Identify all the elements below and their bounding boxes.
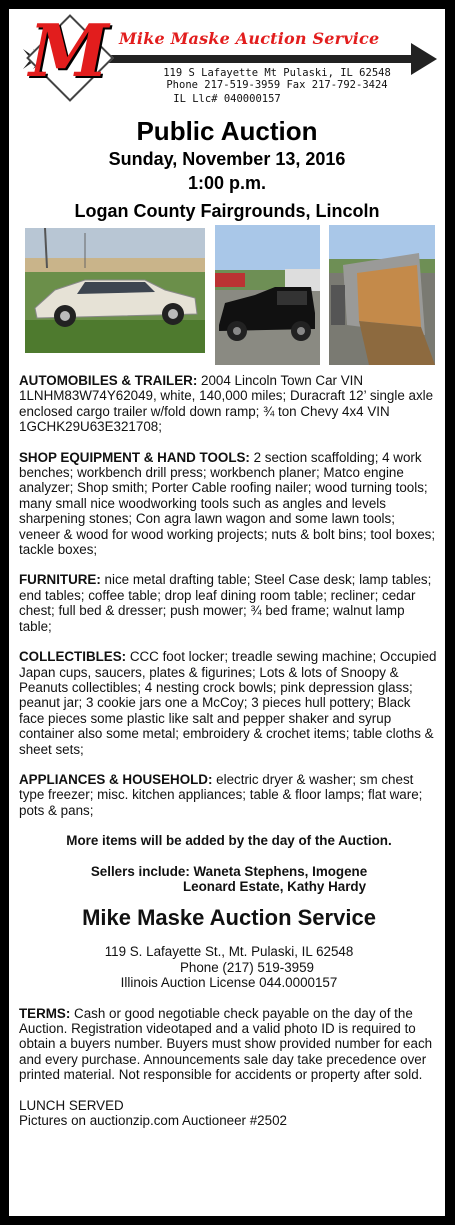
section-heading: FURNITURE: — [19, 572, 101, 588]
section-heading: SHOP EQUIPMENT & HAND TOOLS: — [19, 449, 250, 465]
photo-pickup-truck — [215, 225, 320, 365]
pictures-note: Pictures on auctionzip.com Auctioneer #2502 — [19, 1113, 287, 1129]
section-automobiles — [19, 373, 439, 435]
company-address-block — [19, 944, 439, 990]
section-heading: APPLIANCES & HOUSEHOLD: — [19, 771, 213, 787]
company-footer-title: Mike Maske Auction Service — [82, 905, 376, 931]
sellers-line-1: Sellers include: Waneta Stephens, Imogene — [90, 863, 368, 879]
section-text: 2 section scaffolding; 4 work benches; workbench drill press; workbench planer; Matco engine analyzer; Shop smith; Porter Cable roofing nailer; wood turning tools; many small nice woodworking tools such as angles and levels sharpening stones; Con agra lawn wagon and some lawn tools; veneer & wood for wood working projects; nuts & bolt bins; tool boxes; tackle boxes; — [19, 449, 436, 558]
header-phone: Phone 217-519-3959 Fax 217-792-3424 — [166, 79, 388, 91]
section-text: nice metal drafting table; Steel Case desk; lamp tables; end tables; coffee table; drop leaf dining room table; recliner; cedar chest; full bed & dresser; push mower; ¾ bed frame; walnut lamp table; — [19, 572, 432, 634]
company-name-script: Mike Maske Auction Service — [119, 29, 380, 48]
lunch-note: LUNCH SERVED — [19, 1097, 124, 1113]
photo-sedan — [25, 228, 205, 353]
header-address: 119 S Lafayette Mt Pulaski, IL 62548 — [163, 67, 391, 79]
terms-heading: TERMS: — [19, 1005, 71, 1021]
photo-cargo-trailer — [329, 225, 435, 365]
page-title: Public Auction — [136, 116, 318, 146]
auction-date: Sunday, November 13, 2016 — [108, 149, 346, 169]
auction-time: 1:00 p.m. — [187, 173, 267, 193]
terms-text: Cash or good negotiable check payable on the day of the Auction. Registration videotaped and a valid photo ID is required to obtain a buyers number. Buyers must show provided number for each and every purchase. Announcements sale day take precedence over printed material. Not responsible for accidents or property after sold. — [19, 1005, 433, 1083]
section-heading: AUTOMOBILES & TRAILER: — [19, 373, 198, 388]
header-logo — [9, 9, 445, 119]
title-block — [9, 115, 445, 223]
company-license: Illinois Auction License 044.0000157 — [120, 975, 338, 991]
section-appliances — [19, 772, 439, 818]
section-heading: COLLECTIBLES: — [19, 649, 127, 665]
section-furniture — [19, 572, 439, 634]
auction-flyer — [9, 9, 445, 1216]
section-text: electric dryer & washer; sm chest type freezer; misc. kitchen appliances; table & floor lamps; flat ware; pots & pans; — [19, 771, 423, 818]
auction-location: Logan County Fairgrounds, Lincoln — [74, 201, 380, 221]
section-shop-equipment — [19, 450, 439, 558]
company-street: 119 S. Lafayette St., Mt. Pulaski, IL 62548 — [104, 944, 354, 960]
listing-body — [19, 373, 439, 1128]
section-collectibles — [19, 649, 439, 757]
section-text: 2004 Lincoln Town Car VIN 1LNHM83W74Y62049, white, 140,000 miles; Duracraft 12’ single axle enclosed cargo trailer w/fold down ramp; ¾ ton Chevy 4x4 VIN 1GCHK29U63E321708; — [19, 373, 434, 435]
logo-letter: M — [29, 8, 109, 93]
sellers-line-2: Leonard Estate, Kathy Hardy — [183, 878, 367, 894]
header-license: IL Llc# 040000157 — [173, 93, 281, 105]
company-phone: Phone (217) 519-3959 — [179, 959, 314, 975]
terms — [19, 1006, 439, 1083]
section-text: CCC foot locker; treadle sewing machine; Occupied Japan cups, saucers, plates & figurines; Lots & lots of Snoopy & Peanuts collectibles; 4 nesting crock bowls; pink depression glass; peanut jar; 3 cookie jars one a McCoy; 3 pieces hull pottery; Black face pieces some plastic like salt and pepper shaker and syrup container also some metal; embroidery & crochet items; table cloths & sheet sets; — [19, 649, 437, 757]
more-items-note: More items will be added by the day of the Auction. — [66, 833, 392, 849]
